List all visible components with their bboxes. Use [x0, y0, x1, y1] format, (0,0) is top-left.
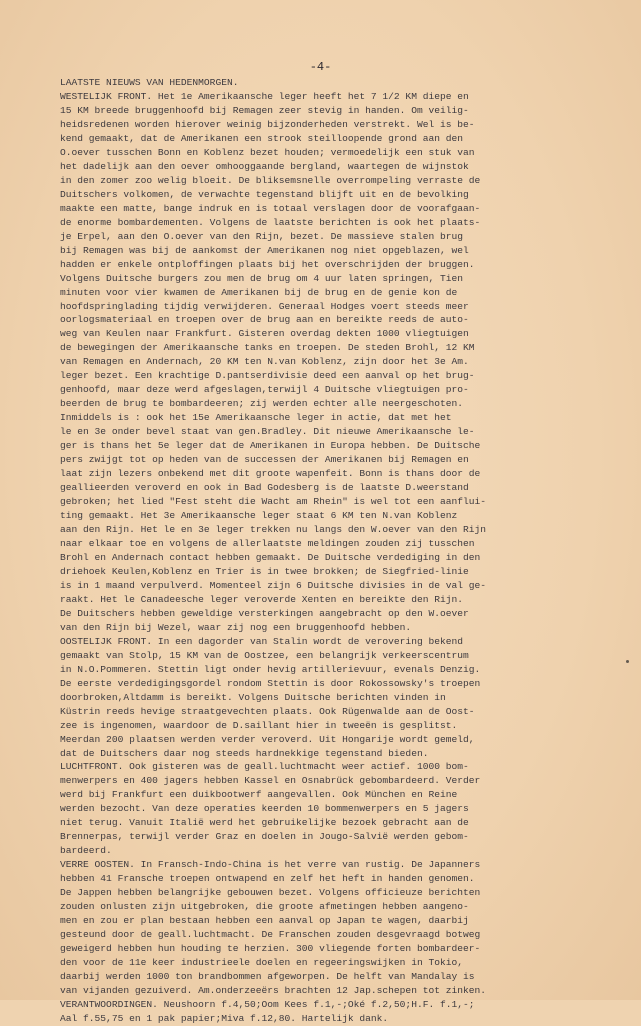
- text-line: VERANTWOORDINGEN. Neushoorn f.4,50;Oom Kees f.1,-;Oké f.2,50;H.F. f.1,-;: [60, 998, 475, 1010]
- text-line: de enorme bombardementen. Volgens de laatste berichten is ook het plaats-: [60, 216, 481, 228]
- text-line: oorlogsmateriaal en troepen over de brug aan en bereikte reeds de auto-: [60, 314, 469, 326]
- text-line: WESTELIJK FRONT. Het 1e Amerikaansche leger heeft het 7 1/2 KM diepe en: [60, 90, 469, 102]
- text-line: heidsredenen worden hierover weinig bijzonderheden verstrekt. Wel is be-: [60, 118, 475, 130]
- text-line: niet terug. Vanuit Italië werd het gebruikelijke bezoek gebracht aan de: [60, 817, 469, 829]
- text-line: VERRE OOSTEN. In Fransch-Indo-China is het verre van rustig. De Japanners: [60, 859, 481, 871]
- text-line: pers zwijgt tot op heden van de successen der Amerikanen bij Remagen en: [60, 454, 469, 466]
- text-line: hadden er enkele ontploffingen plaats bij het overschrijden der bruggen.: [60, 258, 475, 270]
- text-line: Brennerpas, terwijl verder Graz en doelen in Jougo-Salvië werden gebom-: [60, 831, 469, 843]
- text-line: bardeerd.: [60, 845, 112, 857]
- text-line: ger is thans het 5e leger dat de Amerikanen in Europa hebben. De Duitsche: [60, 440, 481, 452]
- text-line: bij Remagen was bij de aankomst der Amerikanen nog niet opgeblazen, wel: [60, 244, 469, 256]
- text-line: de bewegingen der Amerikaansche tanks en troepen. De steden Brohl, 12 KM: [60, 342, 475, 354]
- text-line: van vijanden gezuiverd. Am.onderzeeërs brachten 12 Jap.schepen tot zinken.: [60, 984, 487, 996]
- text-line: naar elkaar toe en volgens de allerlaatste meldingen zouden zij tusschen: [60, 537, 475, 549]
- text-line: hebben 41 Fransche troepen ontwapend en zelf het heft in handen genomen.: [60, 873, 475, 885]
- text-line: werden bezocht. Van deze operaties keerden 10 bommenwerpers en 5 jagers: [60, 803, 469, 815]
- text-line: den voor de 11e keer industrieele doelen en regeeringswijken in Tokio,: [60, 957, 464, 969]
- text-line: Inmiddels is : ook het 15e Amerikaansche leger in actie, dat met het: [60, 412, 452, 424]
- text-line: Volgens Duitsche burgers zou men de brug om 4 uur laten springen, Tien: [60, 272, 464, 284]
- text-line: Brohl en Andernach contact hebben gemaakt. De Duitsche verdediging in den: [60, 551, 481, 563]
- text-line: gesteund door de geall.luchtmacht. De Franschen zouden desgevraagd botweg: [60, 929, 481, 941]
- text-line: Küstrin reeds hevige straatgevechten plaats. Ook Rügenwalde aan de Oost-: [60, 705, 475, 717]
- text-line: LUCHTFRONT. Ook gisteren was de geall.luchtmacht weer actief. 1000 bom-: [60, 761, 469, 773]
- text-line: men en zou er plan bestaan hebben een aanval op Japan te wagen, daarbij: [60, 915, 469, 927]
- text-line: 15 KM breede bruggenhoofd bij Remagen zeer stevig in handen. Om veilig-: [60, 104, 469, 116]
- text-line: van Remagen en Andernach, 20 KM ten N.van Koblenz, zijn door het 3e Am.: [60, 356, 469, 368]
- text-line: De eerste verdedigingsgordel rondom Stettin is door Rokossowsky's troepen: [60, 677, 481, 689]
- text-line: Duitschers volkomen, de verwachte tegenstand blijft uit en de bevolking: [60, 188, 469, 200]
- text-line: is in 1 maand verpulverd. Momenteel zijn 6 Duitsche divisies in de val ge-: [60, 579, 487, 591]
- text-line: daarbij werden 1000 ton brandbommen afgeworpen. De helft van Mandalay is: [60, 971, 475, 982]
- document-body: [60, 76, 620, 1026]
- text-line: kend gemaakt, dat de Amerikanen een strook steilloopende grond aan den: [60, 132, 464, 144]
- text-line: ting gemaakt. Het 3e Amerikaansche leger staat 6 KM ten N.van Koblenz: [60, 510, 458, 522]
- text-line: in N.O.Pommeren. Stettin ligt onder hevig artillerievuur, evenals Denzig.: [60, 663, 481, 675]
- text-line: hoofdspringlading tijdig verwijderen. Generaal Hodges voert steeds meer: [60, 300, 469, 312]
- text-line: menwerpers en 400 jagers hebben Kassel en Osnabrück gebombardeerd. Verder: [60, 775, 481, 787]
- text-line: gemaakt van Stolp, 15 KM van de Oostzee, een belangrijk verkeerscentrum: [60, 649, 469, 661]
- text-line: gebroken; het lied "Fest steht die Wacht am Rhein" is wel tot een aanflui-: [60, 496, 487, 508]
- text-line: aan den Rijn. Het le en 3e leger trekken nu langs den W.oever van den Rijn: [60, 524, 487, 535]
- text-line: raakt. Het le Canadeesche leger veroverde Xenten en bereikte den Rijn.: [60, 593, 464, 605]
- text-line: doorbroken,Altdamm is bereikt. Volgens Duitsche berichten vinden in: [60, 691, 446, 703]
- text-line: het dadelijk aan den oever omhooggaande bergland, waartegen de wijnstok: [60, 160, 469, 172]
- text-line: De Duitschers hebben geweldige versterkingen aangebracht op den W.oever: [60, 607, 469, 619]
- paper-mark: [626, 660, 629, 663]
- text-line: werd bij Frankfurt een duikbootwerf aangevallen. Ook München en Reine: [60, 789, 458, 801]
- text-line: le en 3e onder bevel staat van gen.Bradley. Dit nieuwe Amerikaansche le-: [60, 426, 475, 438]
- text-line: geweigerd hebben hun houding te herzien. 300 vliegende forten bombardeer-: [60, 943, 481, 955]
- text-line: van den Rijn bij Wezel, waar zij nog een bruggenhoofd hebben.: [60, 621, 412, 633]
- page-number: -4-: [309, 60, 332, 74]
- text-line: zee is ingenomen, waardoor de D.saillant hier in tweeën is gesplitst.: [60, 719, 458, 731]
- text-line: minuten voor vier kwamen de Amerikanen bij de brug en de genie kon de: [60, 286, 458, 298]
- text-line: dat de Duitschers daar nog steeds hardnekkige tegenstand bieden.: [60, 747, 429, 759]
- text-line: beerden de brug te bombardeeren; zij werden echter alle neergeschoten.: [60, 398, 464, 410]
- text-line: je Erpel, aan den O.oever van den Rijn, bezet. De massieve stalen brug: [60, 230, 464, 242]
- text-line: Aal f.55,75 en 1 pak papier;Miva f.12,80. Hartelijk dank.: [60, 1012, 389, 1024]
- text-line: Meerdan 200 plaatsen werden verder veroverd. Uit Hongarije wordt gemeld,: [60, 733, 475, 745]
- text-line: O.oever tusschen Bonn en Koblenz bezet houden; vermoedelijk een stuk van: [60, 146, 475, 158]
- text-line: laat zijn lezers onbekend met dit groote wapenfeit. Bonn is thans door de: [60, 468, 481, 480]
- text-line: De Jappen hebben belangrijke gebouwen bezet. Volgens officieuze berichten: [60, 887, 481, 899]
- text-line: OOSTELIJK FRONT. In een dagorder van Stalin wordt de verovering bekend: [60, 635, 464, 647]
- text-line: LAATSTE NIEUWS VAN HEDENMORGEN.: [60, 77, 239, 88]
- text-line: leger bezet. Een krachtige D.pantserdivisie deed een aanval op het brug-: [60, 370, 475, 382]
- text-line: maakte een matte, bange indruk en is totaal verslagen door de voorafgaan-: [60, 202, 481, 214]
- text-line: driehoek Keulen,Koblenz en Trier is in twee brokken; de Siegfried-linie: [60, 565, 469, 577]
- text-line: genhoofd, maar deze werd afgeslagen,terwijl 4 Duitsche vliegtuigen pro-: [60, 384, 469, 396]
- text-line: in den zomer zoo welig bloeit. De bliksemsnelle overrompeling verraste de: [60, 174, 481, 186]
- text-line: weg van Keulen naar Frankfurt. Gisteren overdag dekten 1000 vliegtuigen: [60, 328, 469, 340]
- text-line: zouden onlusten zijn uitgebroken, die groote afmetingen hebben aangeno-: [60, 901, 469, 913]
- text-line: geallieerden veroverd en ook in Bad Godesberg is de laatste D.weerstand: [60, 482, 469, 494]
